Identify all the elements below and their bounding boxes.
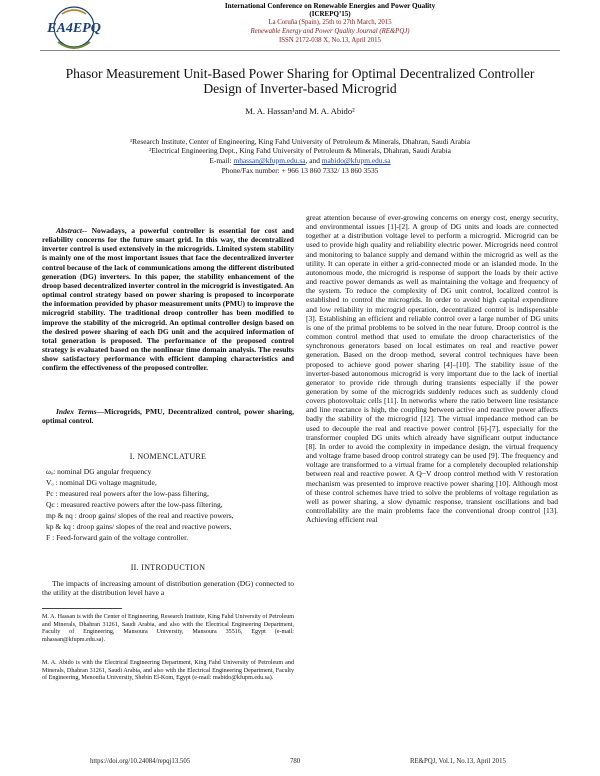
introduction-text-right: great attention because of ever-growing concerns on energy cost, energy security, and environmental issues [1]-[2]. A group of DG units and loads are connected together at a distribution voltage level to perform a microgrid. Microgrid can be used to provide high quality and reliability electric power. Microgrids need control and monitoring to balance supply and demand within the microgrid as well as the utility. It can operate in either a grid-connected mode or an islanded mode. In the autonomous mode, the microgrid is response of support the loads by their active and reactive power demands as well as maintaining the voltage and frequency of the system. To reduce the complexity of DG unit control, localized control is established to control the microgrids. In order to avoid high capital expenditure and low reliability in microgrid operation, decentralized control is indispensable [3]. Establishing an efficient and reliable control over a large number of DG units is one of the primal problems to be solved in the near future. Droop control is the common control method that used to emulate the droop characteristics of the synchronous generators based on local estimates on real and reactive power generation. Based on the droop method, several control techniques have been proposed to achieve good power sharing [4]–[10]. The stability issue of the inverter-based autonomous microgrid is very important due to the lack of inertial generator to provide ride through during transients especially if the power generation by some of the microgrids suddenly reduces such as suddenly cloud covers photovoltaic cells [11]. In networks where the ratio between line resistance and line reactance is high, the coupling between active and reactive power affects badly the stability of the microgrid [12]. The virtual impedance method can be used to decouple the real and reactive power control [6]-[7], especially for the transformer coupled DG units which already have significant output inductance [8]. In order to avoid the complexity in impedance design, the virtual frequency and voltage frame based droop control strategy can be used [9]. The frequency and voltage are transformed to a virtual frame for a completely decoupled relationship between real and reactive power. A Q−V droop control method with V restoration mechanism was presented to improve reactive power sharing [10]. Although most of these control schemes have tried to solve the problems of voltage regulation as well as power sharing, a slow dynamic response, transient oscillations and bad controllability are the main problems face the conventional droop control [13]. Achieving efficient real: [306, 213, 558, 525]
footer-doi[interactable]: https://doi.org/10.24084/repqj13.505: [90, 758, 191, 765]
index-terms-text: —Microgrids, PMU, Decentralized control, power sharing, optimal control.: [42, 407, 294, 426]
paper-authors: M. A. Hassan¹and M. A. Abido²: [245, 106, 355, 116]
conference-location-date: La Coruña (Spain), 25th to 27th March, 2015: [268, 19, 392, 26]
conference-name: International Conference on Renewable Energies and Power Quality: [224, 2, 436, 10]
footer-journal-ref: RE&PQJ, Vol.1, No.13, April 2015: [410, 758, 506, 765]
email-label: E-mail:: [209, 156, 232, 165]
nomenclature-list: [46, 466, 294, 543]
email-link-1[interactable]: mhassan@kfupm.edu.sa: [233, 156, 306, 165]
nomenclature-item: Qc : measured reactive powers after the low-pass filtering,: [46, 500, 223, 509]
affiliation-2: ²Electrical Engineering Dept., King Fahd University of Petroleum & Minerals, Dhahran, Saudi Arabia: [149, 146, 451, 155]
header-divider: [40, 50, 560, 51]
footer-page-number: 780: [290, 758, 301, 765]
introduction-heading: II. INTRODUCTION: [130, 563, 206, 572]
phone-line: Phone/Fax number: + 966 13 860 7332/ 13 860 3535: [221, 166, 379, 175]
email-link-2[interactable]: mabido@kfupm.edu.sa: [321, 156, 391, 165]
affiliation-1: ¹Research Institute, Center of Engineering, King Fahd University of Petroleum & Minerals, Dhahran, Saudi Arabia: [129, 137, 471, 146]
introduction-text-left: The impacts of increasing amount of distribution generation (DG) connected to the utility at the distribution level have a: [42, 579, 294, 598]
nomenclature-item: ωₒ: nominal DG angular frequency: [46, 467, 152, 476]
nomenclature-item: kp & kq : droop gains/ slopes of the real and reactive powers,: [46, 522, 232, 531]
index-terms: [42, 407, 294, 425]
footnote-1: M. A. Hassan is with the Center of Engineering, Research Institute, King Fahd University of Petroleum and Minerals, Dhahran 31261, Saudi Arabia, and also with the Electrical Engineering Department, Faculty of Engineering, Mansoura University, Mansoura 35516, Egypt (e-mail: mhassan@kfupm.edu.sa).: [42, 614, 294, 643]
footnote-divider: [42, 608, 122, 609]
journal-issn: ISSN 2172-038 X, No.13, April 2015: [279, 37, 381, 44]
conference-logo: [44, 2, 104, 56]
abstract: [42, 226, 294, 373]
paper-title: Phasor Measurement Unit-Based Power Sharing for Optimal Decentralized Controller Design of Inverter-based Microgrid: [65, 66, 535, 96]
footnote-2: M. A. Abido is with the Electrical Engineering Department, King Fahd University of Petroleum and Minerals, Dhahran 31261, Saudi Arabia, and also with the Electrical Engineering Department, Faculty of Engineering, Menoufia University, Shebin El-Kom, Egypt (e-mail: mabido@kfupm.edu.sa).: [42, 660, 294, 682]
nomenclature-item: Pc : measured real powers after the low-pass filtering,: [46, 489, 209, 498]
abstract-text: Nowadays, a powerful controller is essential for cost and reliability concerns for the future smart grid. In this way, the decentralized inverter control is used extensively in the microgrids. Limited system stability is mainly one of the most important issues that face the decentralized inverter control because of the lack of communications among the different distributed generation (DG) inverters. In this paper, the stability enhancement of the droop based decentralized inverter control in the microgrid is investigated. An optimal control strategy based on power sharing is proposed to incorporate the information provided by phasor measurement units (PMU) to improve the microgrid stability. The traditional droop controller has been modified to improve the stability of the microgrid. An optimal controller design based on the desired power sharing of each DG unit and the acquired information of total generation is proposed. The performance of the proposed control strategy is evaluated based on the nonlinear time domain analysis. The results show satisfactory performance with efficient damping characteristics and confirm the effectiveness of the proposed controller.: [42, 226, 294, 373]
conference-acronym: (ICREPQ’15): [309, 10, 351, 18]
logo-text: EA4EPQ: [47, 21, 101, 36]
abstract-label: Abstract--: [56, 226, 88, 235]
journal-name: Renewable Energy and Power Quality Journal (RE&PQJ): [250, 28, 410, 35]
nomenclature-item: Vₒ : nominal DG voltage magnitude,: [46, 478, 157, 487]
nomenclature-item: F : Feed-forward gain of the voltage controller.: [46, 533, 189, 542]
email-line: [60, 156, 540, 165]
email-separator: , and: [305, 156, 320, 165]
nomenclature-heading: I. NOMENCLATURE: [129, 452, 207, 461]
nomenclature-item: mp & nq : droop gains/ slopes of the real and reactive powers,: [46, 511, 234, 520]
index-terms-label: Index Terms: [56, 407, 97, 416]
